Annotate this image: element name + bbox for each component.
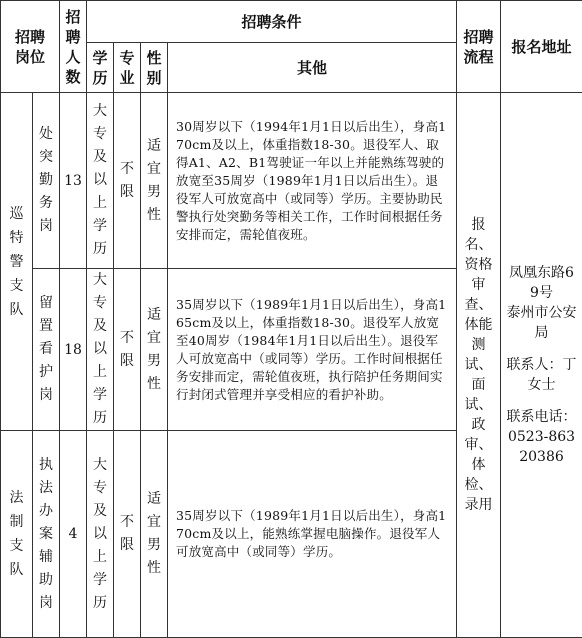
post-cell: 执法办案辅助岗 (33, 431, 60, 638)
post-cell: 留置看护岗 (33, 269, 60, 431)
other-cell: 30周岁以下（1994年1月1日以后出生），身高170cm及以上，体重指数18-30。退役军人、取得A1、A2、B1驾驶证一年以上并能熟练驾驶的放宽至35周岁（1989年1月1日以后出生）。退役军人可放宽高中（或同等）学历。主要协助民警执行处突勤务等相关工作，工作时间根据任务安排而定，需轮值夜班。 (168, 93, 457, 269)
address-cell (501, 93, 582, 638)
header-process: 招聘流程 (457, 1, 501, 93)
gender-cell: 适宜男性 (141, 431, 168, 638)
gender-cell: 适宜男性 (141, 269, 168, 431)
address-phone-label: 联系电话： (505, 407, 578, 427)
major-cell: 不限 (114, 431, 141, 638)
header-post: 招聘岗位 (1, 1, 60, 93)
address-contact: 联系人：丁女士 (505, 355, 578, 395)
education-cell: 大专及以上学历 (87, 269, 114, 431)
header-address: 报名地址 (501, 1, 582, 93)
header-count: 招聘人数 (60, 1, 87, 93)
header-other: 其他 (168, 43, 457, 93)
education-cell: 大专及以上学历 (87, 93, 114, 269)
count-cell: 18 (60, 269, 87, 431)
address-phone: 0523-86320386 (505, 427, 578, 467)
count-cell: 4 (60, 431, 87, 638)
header-education: 学历 (87, 43, 114, 93)
post-cell: 处突勤务岗 (33, 93, 60, 269)
major-cell: 不限 (114, 93, 141, 269)
process-cell: 报名、资格审查、体能测试、面试、政审、体检、录用 (457, 93, 501, 638)
major-cell: 不限 (114, 269, 141, 431)
header-major: 专业 (114, 43, 141, 93)
header-row-1 (1, 1, 582, 43)
header-conditions: 招聘条件 (87, 1, 457, 43)
address-street: 凤凰东路69号 (505, 263, 578, 303)
header-gender: 性别 (141, 43, 168, 93)
count-cell: 13 (60, 93, 87, 269)
unit-cell: 法制支队 (1, 431, 33, 638)
education-cell: 大专及以上学历 (87, 431, 114, 638)
address-org: 泰州市公安局 (505, 303, 578, 343)
other-cell: 35周岁以下（1989年1月1日以后出生），身高165cm及以上，体重指数18-30。退役军人放宽至40周岁（1984年1月1日以后出生）。退役军人可放宽高中（或同等）学历。工作时间根据任务安排而定，需轮值夜班，执行陪护任务期间实行封闭式管理并享受相应的看护补助。 (168, 269, 457, 431)
other-cell: 35周岁以下（1989年1月1日以后出生），身高170cm及以上，能熟练掌握电脑操作。退役军人可放宽高中（或同等）学历。 (168, 431, 457, 638)
unit-cell: 巡特警支队 (1, 93, 33, 431)
table-row (1, 93, 582, 269)
gender-cell: 适宜男性 (141, 93, 168, 269)
